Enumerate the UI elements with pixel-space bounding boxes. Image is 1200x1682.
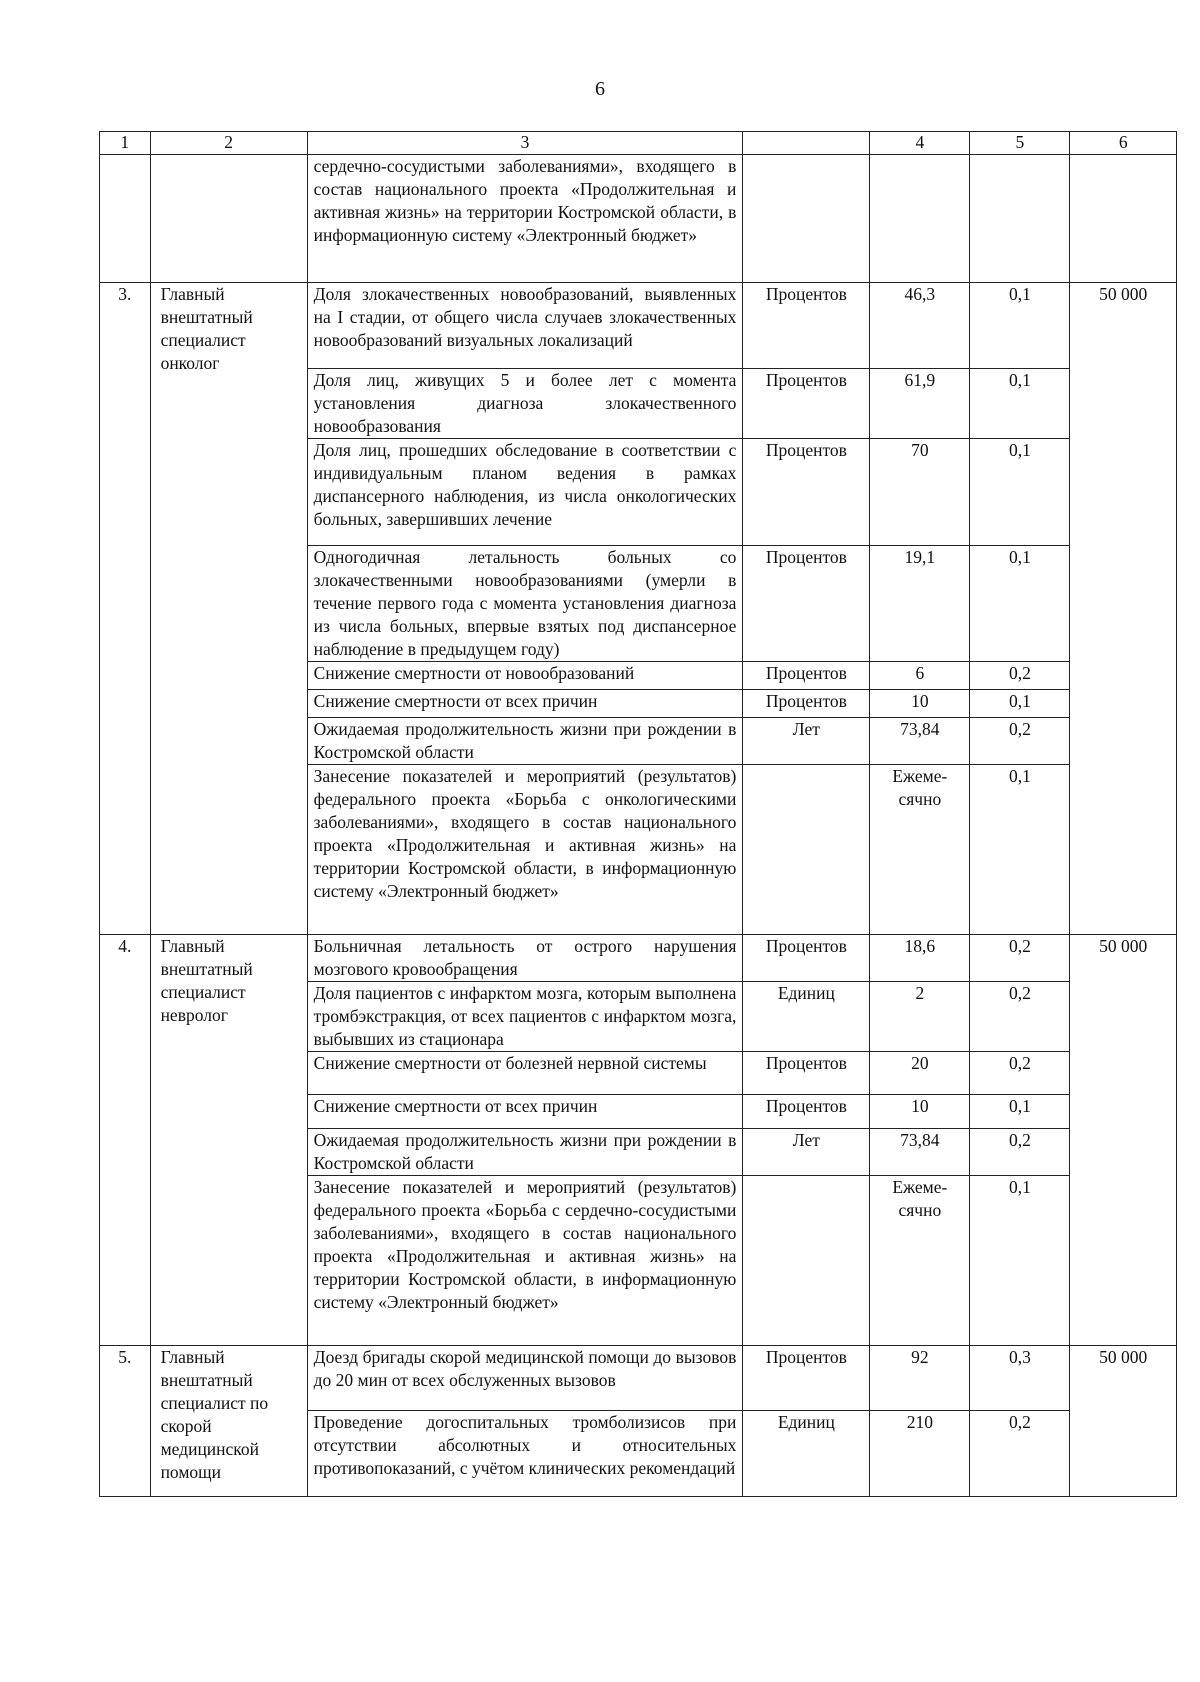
indicator-cell: Снижение смертности от болезней нервной системы — [307, 1052, 743, 1095]
unit-cell: Лет — [743, 718, 870, 765]
column-header: 1 — [100, 132, 151, 155]
value-cell: 10 — [870, 690, 970, 718]
unit-cell: Процентов — [743, 662, 870, 690]
table-row — [100, 155, 1177, 283]
value-cell: 19,1 — [870, 546, 970, 662]
indicator-cell: Проведение догоспитальных тромболизисов при отсутствии абсолютных и относительных противопоказаний, с учётом клинических рекомендаций — [307, 1411, 743, 1497]
value-cell: 18,6 — [870, 935, 970, 982]
indicator-cell: Ожидаемая продолжительность жизни при рождении в Костромской области — [307, 1129, 743, 1176]
weight-cell: 0,2 — [970, 935, 1070, 982]
unit-cell: Единиц — [743, 1411, 870, 1497]
indicator-cell: Снижение смертности от всех причин — [307, 690, 743, 718]
indicator-cell: Занесение показателей и мероприятий (результатов) федерального проекта «Борьба с сердечно-сосудистыми заболеваниями», входящего в состав национального проекта «Продолжительная и активная жизнь» на территории Костромской области, в информационную систему «Электронный бюджет» — [307, 1176, 743, 1346]
specialist-cell: Главный внештатный специалист по скорой медицинской помощи — [150, 1346, 307, 1497]
column-header: 5 — [970, 132, 1070, 155]
column-header: 6 — [1070, 132, 1177, 155]
unit-cell: Процентов — [743, 546, 870, 662]
value-cell: 73,84 — [870, 718, 970, 765]
specialist-cell — [150, 155, 307, 283]
value-cell — [870, 155, 970, 283]
weight-cell: 0,1 — [970, 283, 1070, 369]
indicator-cell: Доля пациентов с инфарктом мозга, которым выполнена тромбэкстракция, от всех пациентов с инфарктом мозга, выбывших из стационара — [307, 982, 743, 1052]
weight-cell: 0,2 — [970, 1052, 1070, 1095]
value-cell: 210 — [870, 1411, 970, 1497]
value-cell: 61,9 — [870, 369, 970, 439]
value-cell: Ежеме- сячно — [870, 1176, 970, 1346]
unit-cell: Единиц — [743, 982, 870, 1052]
unit-cell — [743, 1176, 870, 1346]
weight-cell: 0,2 — [970, 662, 1070, 690]
indicators-table — [99, 131, 1177, 1497]
column-number-row — [100, 132, 1177, 155]
indicator-cell: Доля лиц, прошедших обследование в соответствии с индивидуальным планом ведения в рамках диспансерного наблюдения, из числа онкологических больных, завершивших лечение — [307, 439, 743, 546]
weight-cell: 0,3 — [970, 1346, 1070, 1411]
column-header: 3 — [307, 132, 743, 155]
weight-cell: 0,2 — [970, 1129, 1070, 1176]
column-header: 2 — [150, 132, 307, 155]
indicator-cell: сердечно-сосудистыми заболеваниями», входящего в состав национального проекта «Продолжительная и активная жизнь» на территории Костромской области, в информационную систему «Электронный бюджет» — [307, 155, 743, 283]
row-number-cell: 4. — [100, 935, 151, 1346]
column-header — [743, 132, 870, 155]
value-cell: 20 — [870, 1052, 970, 1095]
unit-cell: Процентов — [743, 935, 870, 982]
indicator-cell: Снижение смертности от новообразований — [307, 662, 743, 690]
amount-cell — [1070, 155, 1177, 283]
weight-cell: 0,1 — [970, 690, 1070, 718]
row-number-cell: 5. — [100, 1346, 151, 1497]
unit-cell — [743, 765, 870, 935]
specialist-cell: Главный внештатный специалист невролог — [150, 935, 307, 1346]
weight-cell: 0,1 — [970, 1176, 1070, 1346]
weight-cell: 0,2 — [970, 982, 1070, 1052]
value-cell: 10 — [870, 1095, 970, 1129]
weight-cell: 0,1 — [970, 369, 1070, 439]
indicator-cell: Больничная летальность от острого нарушения мозгового кровообращения — [307, 935, 743, 982]
indicator-cell: Доля злокачественных новообразований, выявленных на I стадии, от общего числа случаев злокачественных новообразований визуальных локализаций — [307, 283, 743, 369]
value-cell: 46,3 — [870, 283, 970, 369]
value-cell: 92 — [870, 1346, 970, 1411]
weight-cell — [970, 155, 1070, 283]
indicator-cell: Доля лиц, живущих 5 и более лет с момента установления диагноза злокачественного новообразования — [307, 369, 743, 439]
column-header: 4 — [870, 132, 970, 155]
amount-cell: 50 000 — [1070, 283, 1177, 935]
weight-cell: 0,1 — [970, 1095, 1070, 1129]
page-number: 6 — [595, 78, 605, 100]
unit-cell: Процентов — [743, 439, 870, 546]
table-row — [100, 283, 1177, 369]
weight-cell: 0,1 — [970, 546, 1070, 662]
unit-cell: Процентов — [743, 369, 870, 439]
unit-cell: Лет — [743, 1129, 870, 1176]
row-number-cell: 3. — [100, 283, 151, 935]
indicator-cell: Доезд бригады скорой медицинской помощи до вызовов до 20 мин от всех обслуженных вызовов — [307, 1346, 743, 1411]
weight-cell: 0,2 — [970, 718, 1070, 765]
indicator-cell: Снижение смертности от всех причин — [307, 1095, 743, 1129]
value-cell: Ежеме- сячно — [870, 765, 970, 935]
indicator-cell: Ожидаемая продолжительность жизни при рождении в Костромской области — [307, 718, 743, 765]
unit-cell: Процентов — [743, 1095, 870, 1129]
table-row — [100, 935, 1177, 982]
table-row — [100, 1346, 1177, 1411]
unit-cell: Процентов — [743, 690, 870, 718]
unit-cell: Процентов — [743, 1346, 870, 1411]
value-cell: 2 — [870, 982, 970, 1052]
indicator-cell: Одногодичная летальность больных со злокачественными новообразованиями (умерли в течение первого года с момента установления диагноза из числа больных, впервые взятых под диспансерное наблюдение в предыдущем году) — [307, 546, 743, 662]
unit-cell: Процентов — [743, 1052, 870, 1095]
specialist-cell: Главный внештатный специалист онколог — [150, 283, 307, 935]
indicator-cell: Занесение показателей и мероприятий (результатов) федерального проекта «Борьба с онкологическими заболеваниями», входящего в состав национального проекта «Продолжительная и активная жизнь» на территории Костромской области, в информационную систему «Электронный бюджет» — [307, 765, 743, 935]
weight-cell: 0,1 — [970, 765, 1070, 935]
value-cell: 73,84 — [870, 1129, 970, 1176]
unit-cell: Процентов — [743, 283, 870, 369]
amount-cell: 50 000 — [1070, 935, 1177, 1346]
row-number-cell — [100, 155, 151, 283]
weight-cell: 0,1 — [970, 439, 1070, 546]
value-cell: 6 — [870, 662, 970, 690]
amount-cell: 50 000 — [1070, 1346, 1177, 1497]
weight-cell: 0,2 — [970, 1411, 1070, 1497]
value-cell: 70 — [870, 439, 970, 546]
unit-cell — [743, 155, 870, 283]
